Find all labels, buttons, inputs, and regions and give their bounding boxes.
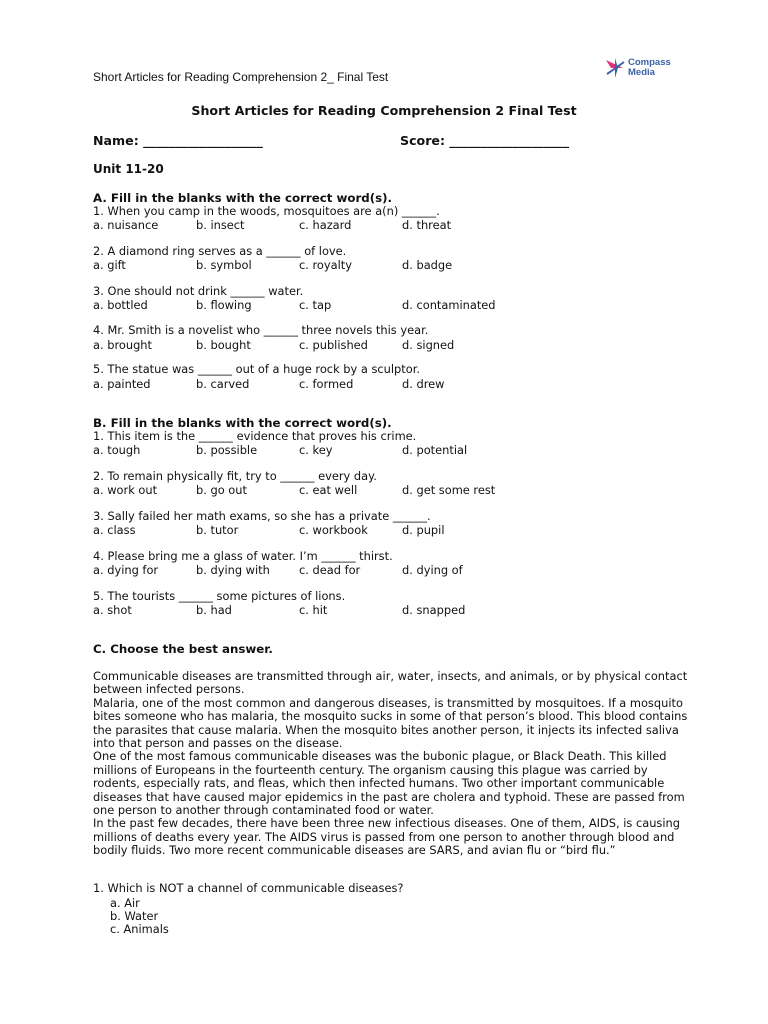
- section-a-heading: A. Fill in the blanks with the correct word(s).: [93, 191, 393, 205]
- option: b. go out: [196, 483, 247, 497]
- compass-star-icon: [603, 56, 627, 80]
- passage-paragraph: One of the most famous communicable diseases was the bubonic plague, or Black Death. This killed millions of Europeans in the fourteenth century. The organism causing this plague was carried by rodents, especially rats, and fleas, which then infected humans. Two other important communicable diseases that have caused major epidemics in the past are cholera and typhoid. These are passed from one person to another through contaminated food or water.: [93, 749, 685, 818]
- option: a. painted: [93, 377, 151, 391]
- name-field-label: Name: ___________________: [93, 133, 263, 148]
- options-b5: [93, 603, 733, 617]
- option: b. insect: [196, 218, 245, 232]
- option: d. potential: [402, 443, 468, 457]
- options-a3: [93, 298, 733, 312]
- option: c. formed: [299, 377, 354, 391]
- score-field-label: Score: ___________________: [400, 133, 570, 148]
- question-b5: 5. The tourists ______ some pictures of lions.: [93, 589, 346, 603]
- running-header: Short Articles for Reading Comprehension 2_ Final Test: [93, 70, 389, 84]
- option: c. dead for: [299, 563, 361, 577]
- question-b3: 3. Sally failed her math exams, so she has a private ______.: [93, 509, 431, 523]
- option: d. pupil: [402, 523, 445, 537]
- options-a4: [93, 338, 733, 352]
- passage-paragraph: In the past few decades, there have been three new infectious diseases. One of them, AIDS, is causing millions of deaths every year. The AIDS virus is passed from one person to another through blood and bodily fluids. Two more recent communicable diseases are SARS, and avian flu or “bird flu.”: [93, 816, 680, 858]
- options-b2: [93, 483, 733, 497]
- option: d. drew: [402, 377, 445, 391]
- option: d. get some rest: [402, 483, 496, 497]
- options-a2: [93, 258, 733, 272]
- option: a. dying for: [93, 563, 159, 577]
- option: b. tutor: [196, 523, 239, 537]
- option: b. had: [196, 603, 232, 617]
- options-b4: [93, 563, 733, 577]
- option: b. possible: [196, 443, 258, 457]
- unit-heading: Unit 11-20: [93, 162, 164, 176]
- option: c. key: [299, 443, 333, 457]
- page-title: Short Articles for Reading Comprehension 2 Final Test: [191, 103, 577, 118]
- logo-word-compass: Compass: [628, 57, 671, 68]
- question-a1: 1. When you camp in the woods, mosquitoes are a(n) ______.: [93, 204, 440, 218]
- passage-paragraph: Malaria, one of the most common and dangerous diseases, is transmitted by mosquitoes. If a mosquito bites someone who has malaria, the mosquito sucks in some of that person’s blood. This blood contains the parasites that cause malaria. When the mosquito bites another person, it injects its infected saliva into that person and passes on the disease.: [93, 695, 688, 751]
- options-b1: [93, 443, 733, 457]
- option: a. class: [93, 523, 136, 537]
- option: b. carved: [196, 377, 250, 391]
- option: c. published: [299, 338, 368, 352]
- option: d. dying of: [402, 563, 463, 577]
- option: d. badge: [402, 258, 453, 272]
- options-a5: [93, 377, 733, 391]
- option: b. dying with: [196, 563, 270, 577]
- reading-passage: [93, 670, 693, 858]
- option: a. work out: [93, 483, 158, 497]
- option: c. hit: [299, 603, 328, 617]
- compass-media-logo: [603, 56, 683, 82]
- option: a. tough: [93, 443, 141, 457]
- option: a. Air: [110, 896, 140, 910]
- option: b. flowing: [196, 298, 252, 312]
- option: c. royalty: [299, 258, 352, 272]
- option: b. symbol: [196, 258, 252, 272]
- option: c. eat well: [299, 483, 358, 497]
- option: a. gift: [93, 258, 126, 272]
- question-a2: 2. A diamond ring serves as a ______ of love.: [93, 244, 347, 258]
- section-c-heading: C. Choose the best answer.: [93, 642, 273, 656]
- question-b1: 1. This item is the ______ evidence that proves his crime.: [93, 429, 417, 443]
- option: c. Animals: [110, 922, 169, 936]
- question-a5: 5. The statue was ______ out of a huge rock by a sculptor.: [93, 362, 420, 376]
- option: a. nuisance: [93, 218, 159, 232]
- option: c. tap: [299, 298, 332, 312]
- option: b. Water: [110, 909, 159, 923]
- question-a4: 4. Mr. Smith is a novelist who ______ three novels this year.: [93, 323, 429, 337]
- option: c. workbook: [299, 523, 368, 537]
- options-b3: [93, 523, 733, 537]
- passage-paragraph: Communicable diseases are transmitted through air, water, insects, and animals, or by physical contact between infected persons.: [93, 669, 688, 697]
- option: b. bought: [196, 338, 251, 352]
- option: a. brought: [93, 338, 152, 352]
- option: d. signed: [402, 338, 455, 352]
- section-b-heading: B. Fill in the blanks with the correct word(s).: [93, 416, 392, 430]
- question-c1: 1. Which is NOT a channel of communicable diseases?: [93, 881, 404, 895]
- options-a1: [93, 218, 733, 232]
- option: d. contaminated: [402, 298, 496, 312]
- option: a. shot: [93, 603, 132, 617]
- option: c. hazard: [299, 218, 352, 232]
- option: d. threat: [402, 218, 452, 232]
- question-b4: 4. Please bring me a glass of water. I’m ______ thirst.: [93, 549, 393, 563]
- logo-word-media: Media: [628, 67, 655, 78]
- option: d. snapped: [402, 603, 466, 617]
- option: a. bottled: [93, 298, 148, 312]
- question-a3: 3. One should not drink ______ water.: [93, 284, 304, 298]
- question-b2: 2. To remain physically fit, try to ______ every day.: [93, 469, 377, 483]
